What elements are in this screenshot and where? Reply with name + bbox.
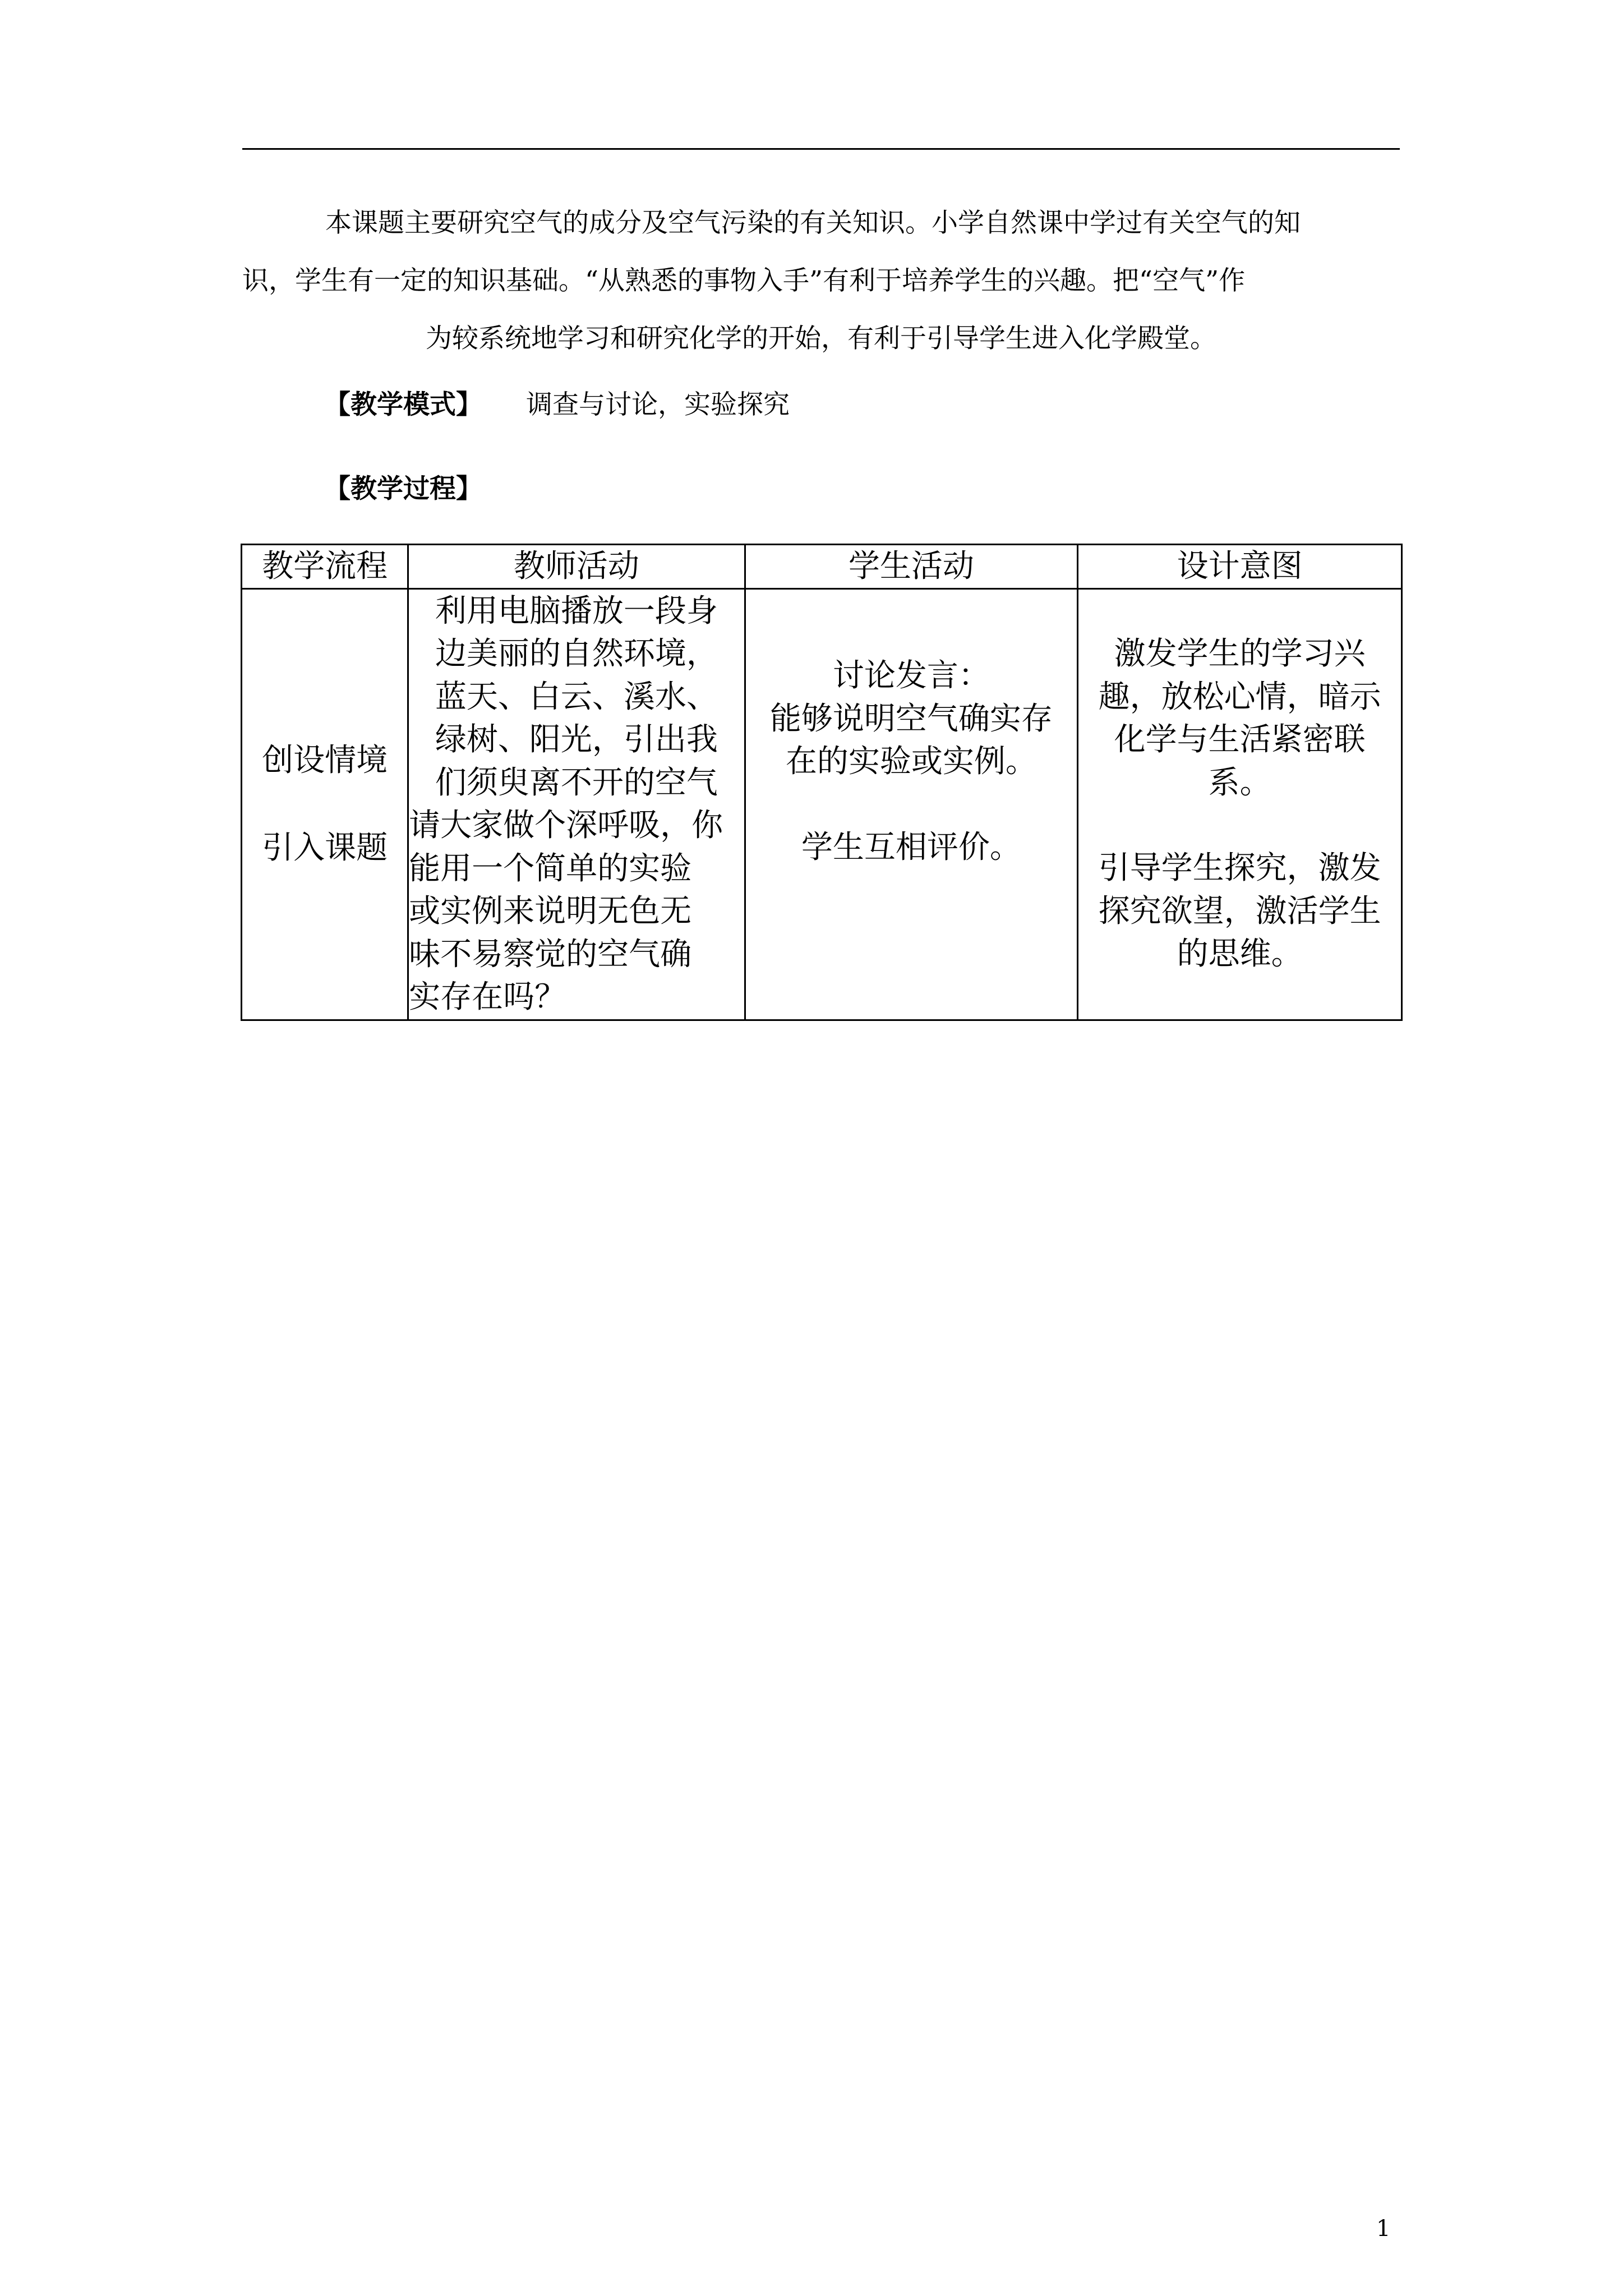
text-line: 们须臾离不开的空气 — [435, 764, 718, 801]
text-line: 讨论发言： — [832, 657, 990, 694]
intro-line: 本课题主要研究空气的成分及空气污染的有关知识。小学自然课中学过有关空气的知 — [325, 208, 1301, 238]
text-line: 激发学生的学习兴 — [1114, 636, 1366, 673]
text-line: 学生互相评价。 — [801, 829, 1021, 866]
student-activity-cell — [745, 589, 1078, 1020]
text-line: 蓝天、白云、溪水、 — [435, 678, 718, 715]
table-header: 设计意图 — [1078, 545, 1402, 589]
text-line: 的思维。 — [1177, 936, 1303, 973]
flow-cell — [242, 589, 408, 1020]
text-line: 能够说明空气确实存 — [769, 700, 1053, 737]
page-number: 1 — [1376, 2216, 1391, 2242]
table-header: 教学流程 — [242, 545, 408, 589]
table-header: 教师活动 — [408, 545, 745, 589]
intro-line: 为较系统地学习和研究化学的开始，有利于引导学生进入化学殿堂。 — [426, 323, 1216, 354]
lesson-table — [241, 544, 1403, 1021]
student-activity-text — [746, 655, 1077, 954]
text-line: 能用一个简单的实验 — [409, 850, 692, 887]
design-intent-text — [1078, 633, 1401, 976]
table-header: 学生活动 — [745, 545, 1078, 589]
design-intent-cell — [1078, 589, 1402, 1020]
text-line: 或实例来说明无色无 — [409, 893, 692, 930]
table-row — [242, 589, 1402, 1020]
teaching-mode-label: 【教学模式】 — [324, 389, 482, 420]
text-line: 探究欲望，激活学生 — [1098, 892, 1381, 930]
text-line: 实存在吗？ — [409, 979, 566, 1015]
text-line: 引导学生探究，激发 — [1098, 850, 1381, 887]
teaching-mode — [324, 384, 790, 421]
text-line: 化学与生活紧密联 — [1114, 721, 1366, 758]
text-line: 利用电脑播放一段身 — [435, 592, 718, 629]
text-line: 边美丽的自然环境， — [435, 636, 718, 672]
teaching-process — [324, 468, 482, 505]
intro-line: 识，学生有一定的知识基础。“从熟悉的事物入手”有利于培养学生的兴趣。把“空气”作 — [242, 265, 1246, 296]
flow-step: 引入课题 — [262, 830, 388, 866]
text-line: 味不易察觉的空气确 — [409, 936, 692, 973]
intro-paragraph — [242, 194, 1400, 367]
text-line: 在的实验或实例。 — [785, 743, 1037, 780]
teacher-activity-text — [409, 590, 744, 1019]
teaching-process-label: 【教学过程】 — [324, 473, 482, 504]
teaching-mode-value: 调查与讨论，实验探究 — [526, 389, 790, 420]
text-line: 绿树、阳光，引出我 — [435, 721, 718, 758]
text-line: 趣，放松心情，暗示 — [1098, 678, 1381, 715]
header-rule — [242, 148, 1400, 150]
table-header-row — [242, 545, 1402, 589]
text-line: 请大家做个深呼吸，你 — [409, 807, 723, 844]
text-line: 系。 — [1208, 764, 1271, 801]
teacher-activity-cell — [408, 589, 745, 1020]
flow-step: 创设情境 — [262, 742, 388, 779]
